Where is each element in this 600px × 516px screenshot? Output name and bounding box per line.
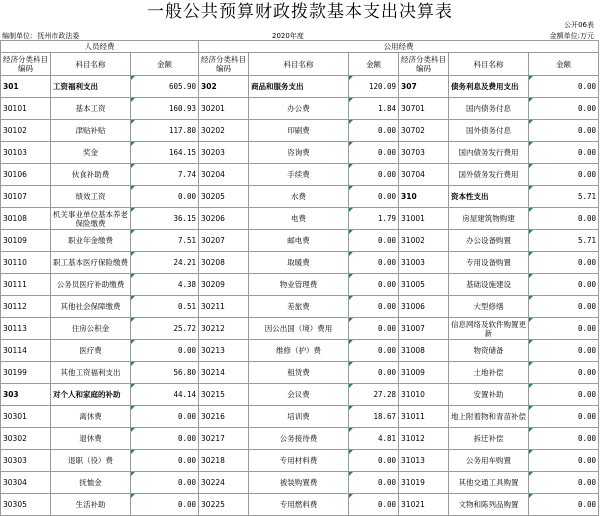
header-name: 科目名称 <box>51 53 131 76</box>
cell-code[interactable]: 30204 <box>199 164 249 186</box>
cell-amount[interactable]: 160.93 <box>131 98 199 120</box>
cell-amount[interactable]: 0.00 <box>349 472 399 494</box>
table-row <box>1 230 599 252</box>
cell-amount[interactable]: 120.09 <box>349 76 399 98</box>
cell-code[interactable]: 301 <box>1 76 51 98</box>
cell-name[interactable]: 培训费 <box>249 406 349 428</box>
cell-name[interactable]: 公务用车购置 <box>449 450 529 472</box>
cell-code[interactable]: 31002 <box>399 230 449 252</box>
cell-code[interactable]: 31007 <box>399 318 449 340</box>
cell-amount[interactable]: 0.00 <box>131 340 199 362</box>
cell-name[interactable]: 国外债务付息 <box>449 120 529 142</box>
table-row <box>1 340 599 362</box>
table-row <box>1 494 599 516</box>
table-row <box>1 142 599 164</box>
cell-name[interactable]: 手续费 <box>249 164 349 186</box>
cell-code[interactable]: 31005 <box>399 274 449 296</box>
cell-code[interactable]: 30211 <box>199 296 249 318</box>
cell-amount[interactable]: 117.80 <box>131 120 199 142</box>
cell-code[interactable]: 30302 <box>1 428 51 450</box>
cell-amount[interactable]: 44.14 <box>131 384 199 406</box>
cell-amount[interactable]: 4.38 <box>131 274 199 296</box>
cell-code[interactable]: 31001 <box>399 208 449 230</box>
column-header-row <box>1 53 599 76</box>
header-code: 经济分类科目编码 <box>199 53 249 76</box>
cell-amount[interactable]: 0.00 <box>349 494 399 516</box>
cell-amount[interactable]: 0.00 <box>349 318 399 340</box>
cell-amount[interactable]: 24.21 <box>131 252 199 274</box>
table-row <box>1 384 599 406</box>
cell-name[interactable]: 地上附着物和青苗补偿 <box>449 406 529 428</box>
fiscal-year: 2020年度 <box>272 32 304 40</box>
cell-amount[interactable]: 0.00 <box>131 406 199 428</box>
cell-code[interactable]: 30110 <box>1 252 51 274</box>
cell-name[interactable]: 抚恤金 <box>51 472 131 494</box>
cell-code[interactable]: 31009 <box>399 362 449 384</box>
cell-amount[interactable]: 1.84 <box>349 98 399 120</box>
spreadsheet-area <box>0 40 600 509</box>
cell-name[interactable]: 其他社会保障缴费 <box>51 296 131 318</box>
cell-name[interactable]: 工资福利支出 <box>51 76 131 98</box>
cell-amount[interactable]: 27.28 <box>349 384 399 406</box>
cell-code[interactable]: 30209 <box>199 274 249 296</box>
cell-name[interactable]: 专用燃料费 <box>249 494 349 516</box>
cell-amount[interactable]: 0.00 <box>349 274 399 296</box>
header-code: 经济分类科目编码 <box>399 53 449 76</box>
table-row <box>1 472 599 494</box>
cell-amount[interactable]: 5.71 <box>529 230 599 252</box>
cell-amount[interactable]: 0.00 <box>349 450 399 472</box>
cell-code[interactable]: 30107 <box>1 186 51 208</box>
cell-amount[interactable]: 0.00 <box>349 340 399 362</box>
cell-name[interactable]: 离休费 <box>51 406 131 428</box>
cell-code[interactable]: 30103 <box>1 142 51 164</box>
cell-name[interactable]: 职工基本医疗保险缴费 <box>51 252 131 274</box>
cell-name[interactable]: 印刷费 <box>249 120 349 142</box>
cell-code[interactable]: 310 <box>399 186 449 208</box>
cell-amount[interactable]: 0.00 <box>529 494 599 516</box>
table-row <box>1 318 599 340</box>
cell-amount[interactable]: 7.51 <box>131 230 199 252</box>
cell-code[interactable]: 31006 <box>399 296 449 318</box>
cell-name[interactable]: 维修（护）费 <box>249 340 349 362</box>
cell-name[interactable]: 办公费 <box>249 98 349 120</box>
cell-code[interactable]: 30224 <box>199 472 249 494</box>
cell-code[interactable]: 31013 <box>399 450 449 472</box>
public-expenses-band: 公用经费 <box>199 41 599 53</box>
cell-name[interactable]: 奖金 <box>51 142 131 164</box>
cell-name[interactable]: 安置补助 <box>449 384 529 406</box>
cell-amount[interactable]: 0.00 <box>529 76 599 98</box>
cell-name[interactable]: 电费 <box>249 208 349 230</box>
table-row <box>1 450 599 472</box>
table-row <box>1 296 599 318</box>
cell-name[interactable]: 办公设备购置 <box>449 230 529 252</box>
cell-code[interactable]: 30108 <box>1 208 51 230</box>
compiling-unit <box>2 32 79 40</box>
cell-code[interactable]: 30217 <box>199 428 249 450</box>
cell-amount[interactable]: 0.51 <box>131 296 199 318</box>
cell-name[interactable]: 生活补助 <box>51 494 131 516</box>
table-row <box>1 164 599 186</box>
table-row <box>1 428 599 450</box>
cell-code[interactable]: 30703 <box>399 142 449 164</box>
cell-amount[interactable]: 0.00 <box>349 230 399 252</box>
cell-code[interactable]: 30109 <box>1 230 51 252</box>
cell-amount[interactable]: 0.00 <box>349 142 399 164</box>
cell-code[interactable]: 31021 <box>399 494 449 516</box>
cell-amount[interactable]: 164.15 <box>131 142 199 164</box>
table-row <box>1 362 599 384</box>
cell-name[interactable]: 大型修缮 <box>449 296 529 318</box>
cell-name[interactable]: 咨询费 <box>249 142 349 164</box>
cell-name[interactable]: 国内债务发行费用 <box>449 142 529 164</box>
cell-code[interactable]: 31003 <box>399 252 449 274</box>
cell-code[interactable]: 30202 <box>199 120 249 142</box>
cell-amount[interactable]: 0.00 <box>529 252 599 274</box>
cell-amount[interactable]: 0.00 <box>349 296 399 318</box>
cell-code[interactable]: 31011 <box>399 406 449 428</box>
cell-amount[interactable]: 18.67 <box>349 406 399 428</box>
cell-name[interactable]: 其他交通工具购置 <box>449 472 529 494</box>
cell-code[interactable]: 30301 <box>1 406 51 428</box>
cell-code[interactable]: 30208 <box>199 252 249 274</box>
cell-amount[interactable]: 4.81 <box>349 428 399 450</box>
cell-name[interactable]: 租赁费 <box>249 362 349 384</box>
cell-name[interactable]: 机关事业单位基本养老保险缴费 <box>51 208 131 230</box>
cell-code[interactable]: 30214 <box>199 362 249 384</box>
cell-code[interactable]: 30113 <box>1 318 51 340</box>
cell-amount[interactable]: 36.15 <box>131 208 199 230</box>
cell-name[interactable]: 公务接待费 <box>249 428 349 450</box>
compiling-unit-value: 抚州市政法委 <box>37 32 80 40</box>
cell-name[interactable]: 其他工资福利支出 <box>51 362 131 384</box>
cell-amount[interactable]: 0.00 <box>529 208 599 230</box>
cell-code[interactable]: 30111 <box>1 274 51 296</box>
cell-name[interactable]: 房屋建筑物购建 <box>449 208 529 230</box>
cell-code[interactable]: 30304 <box>1 472 51 494</box>
table-row <box>1 98 599 120</box>
cell-code[interactable]: 30102 <box>1 120 51 142</box>
cell-code[interactable]: 30218 <box>199 450 249 472</box>
cell-amount[interactable]: 0.00 <box>131 494 199 516</box>
cell-amount[interactable]: 25.72 <box>131 318 199 340</box>
cell-name[interactable]: 绩效工资 <box>51 186 131 208</box>
document-title: 一般公共预算财政拨款基本支出决算表 <box>147 2 453 22</box>
compiling-unit-label: 编制单位: <box>2 32 33 40</box>
cell-code[interactable]: 30303 <box>1 450 51 472</box>
header-name: 科目名称 <box>249 53 349 76</box>
personnel-expenses-band: 人员经费 <box>1 41 199 53</box>
cell-name[interactable]: 医疗费 <box>51 340 131 362</box>
cell-code[interactable]: 30106 <box>1 164 51 186</box>
cell-code[interactable]: 31010 <box>399 384 449 406</box>
cell-amount[interactable]: 0.00 <box>349 164 399 186</box>
cell-code[interactable]: 30206 <box>199 208 249 230</box>
cell-name[interactable]: 基础设施建设 <box>449 274 529 296</box>
cell-code[interactable]: 307 <box>399 76 449 98</box>
cell-code[interactable]: 30216 <box>199 406 249 428</box>
header-code: 经济分类科目编码 <box>1 53 51 76</box>
cell-name[interactable]: 差旅费 <box>249 296 349 318</box>
cell-code[interactable]: 30213 <box>199 340 249 362</box>
cell-name[interactable]: 资本性支出 <box>449 186 529 208</box>
cell-amount[interactable]: 0.00 <box>529 120 599 142</box>
table-row <box>1 186 599 208</box>
cell-name[interactable]: 退休费 <box>51 428 131 450</box>
cell-name[interactable]: 住房公积金 <box>51 318 131 340</box>
cell-name[interactable]: 水费 <box>249 186 349 208</box>
cell-amount[interactable]: 0.00 <box>349 120 399 142</box>
cell-amount[interactable]: 0.00 <box>529 296 599 318</box>
cell-code[interactable]: 30201 <box>199 98 249 120</box>
cell-name[interactable]: 物资储备 <box>449 340 529 362</box>
cell-name[interactable]: 专用设备购置 <box>449 252 529 274</box>
cell-amount[interactable]: 0.00 <box>529 450 599 472</box>
cell-code[interactable]: 30212 <box>199 318 249 340</box>
cell-code[interactable]: 30704 <box>399 164 449 186</box>
cell-amount[interactable]: 0.00 <box>529 98 599 120</box>
cell-amount[interactable]: 0.00 <box>529 472 599 494</box>
cell-name[interactable]: 会议费 <box>249 384 349 406</box>
header-amount: 金额 <box>529 53 599 76</box>
cell-amount[interactable]: 0.00 <box>529 384 599 406</box>
cell-code[interactable]: 30701 <box>399 98 449 120</box>
cell-amount[interactable]: 0.00 <box>529 142 599 164</box>
header-amount: 金额 <box>131 53 199 76</box>
cell-amount[interactable]: 0.00 <box>529 340 599 362</box>
cell-name[interactable]: 商品和服务支出 <box>249 76 349 98</box>
expenditure-table <box>0 40 599 516</box>
header-amount: 金额 <box>349 53 399 76</box>
cell-code[interactable]: 30207 <box>199 230 249 252</box>
cell-name[interactable]: 文物和陈列品购置 <box>449 494 529 516</box>
cell-amount[interactable]: 0.00 <box>349 362 399 384</box>
cell-name[interactable]: 取暖费 <box>249 252 349 274</box>
cell-amount[interactable]: 1.79 <box>349 208 399 230</box>
cell-code[interactable]: 302 <box>199 76 249 98</box>
cell-name[interactable]: 邮电费 <box>249 230 349 252</box>
cell-name[interactable]: 信息网络及软件购置更新 <box>449 318 529 340</box>
money-unit: 金额单位:万元 <box>549 32 594 40</box>
cell-amount[interactable]: 7.74 <box>131 164 199 186</box>
cell-amount[interactable]: 0.00 <box>349 186 399 208</box>
cell-name[interactable]: 物业管理费 <box>249 274 349 296</box>
cell-name[interactable]: 公务员医疗补助缴费 <box>51 274 131 296</box>
header-name: 科目名称 <box>449 53 529 76</box>
cell-name[interactable]: 退职（役）费 <box>51 450 131 472</box>
cell-name[interactable]: 拆迁补偿 <box>449 428 529 450</box>
cell-amount[interactable]: 0.00 <box>529 318 599 340</box>
cell-amount[interactable]: 0.00 <box>529 428 599 450</box>
cell-name[interactable]: 因公出国（境）费用 <box>249 318 349 340</box>
cell-amount[interactable]: 0.00 <box>131 428 199 450</box>
cell-amount[interactable]: 5.71 <box>529 186 599 208</box>
cell-code[interactable]: 30199 <box>1 362 51 384</box>
cell-amount[interactable]: 0.00 <box>349 252 399 274</box>
cell-name[interactable]: 国内债务付息 <box>449 98 529 120</box>
cell-code[interactable]: 30101 <box>1 98 51 120</box>
table-row <box>1 274 599 296</box>
cell-code[interactable]: 30112 <box>1 296 51 318</box>
cell-name[interactable]: 被装购置费 <box>249 472 349 494</box>
table-row <box>1 406 599 428</box>
cell-code[interactable]: 30203 <box>199 142 249 164</box>
table-row <box>1 208 599 230</box>
cell-name[interactable]: 专用材料费 <box>249 450 349 472</box>
cell-code[interactable]: 303 <box>1 384 51 406</box>
table-row <box>1 76 599 98</box>
cell-amount[interactable]: 0.00 <box>131 186 199 208</box>
table-row <box>1 120 599 142</box>
cell-name[interactable]: 对个人和家庭的补助 <box>51 384 131 406</box>
cell-code[interactable]: 30205 <box>199 186 249 208</box>
cell-amount[interactable]: 0.00 <box>131 472 199 494</box>
cell-amount[interactable]: 0.00 <box>529 164 599 186</box>
cell-name[interactable]: 基本工资 <box>51 98 131 120</box>
cell-code[interactable]: 30215 <box>199 384 249 406</box>
cell-code[interactable]: 31008 <box>399 340 449 362</box>
cell-code[interactable]: 31012 <box>399 428 449 450</box>
cell-code[interactable]: 30225 <box>199 494 249 516</box>
cell-name[interactable]: 职业年金缴费 <box>51 230 131 252</box>
cell-code[interactable]: 30305 <box>1 494 51 516</box>
cell-code[interactable]: 30114 <box>1 340 51 362</box>
cell-amount[interactable]: 0.00 <box>529 406 599 428</box>
cell-code[interactable]: 31019 <box>399 472 449 494</box>
form-number: 公开06表 <box>564 21 594 29</box>
cell-name[interactable]: 债务利息及费用支出 <box>449 76 529 98</box>
cell-amount[interactable]: 605.90 <box>131 76 199 98</box>
cell-name[interactable]: 津贴补贴 <box>51 120 131 142</box>
cell-amount[interactable]: 0.00 <box>131 450 199 472</box>
cell-name[interactable]: 伙食补助费 <box>51 164 131 186</box>
cell-name[interactable]: 国外债务发行费用 <box>449 164 529 186</box>
cell-code[interactable]: 30702 <box>399 120 449 142</box>
section-band-row <box>1 41 599 53</box>
cell-amount[interactable]: 0.00 <box>529 362 599 384</box>
cell-amount[interactable]: 56.80 <box>131 362 199 384</box>
cell-amount[interactable]: 0.00 <box>529 274 599 296</box>
cell-name[interactable]: 土地补偿 <box>449 362 529 384</box>
table-row <box>1 252 599 274</box>
